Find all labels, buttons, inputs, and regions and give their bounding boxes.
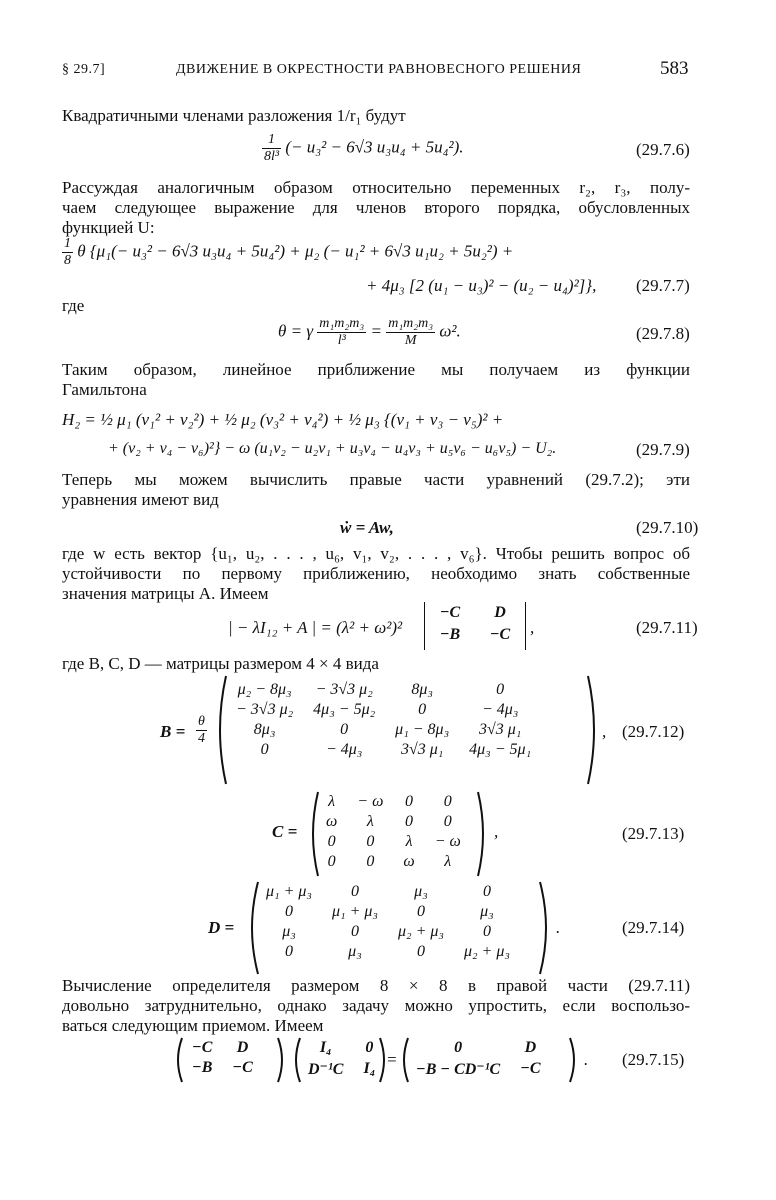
equation-label: (29.7.6) <box>636 140 690 159</box>
paragraph-line: устойчивости по первому приближению, необходимо знать собственные <box>62 564 690 583</box>
fraction-numerator: m₁m₂m₃ <box>388 316 434 331</box>
equation-29-7-7-line2: + 4μ₃ [2 (u₁ − u₃)² − (u₂ − u₄)²]}, <box>366 276 597 295</box>
paragraph-line: где w есть вектор {u₁, u₂, . . . , u₆, v₁, v₂, . . . , v₆}. Чтобы решить вопрос об <box>62 544 690 563</box>
matrix-c-lhs: C = <box>272 822 298 841</box>
matrix-cell: − 4μ₃ <box>325 741 363 758</box>
fraction-denominator: l³ <box>337 333 346 348</box>
equation-label: (29.7.7) <box>636 276 690 295</box>
matrix-cell: 8μ₃ <box>411 681 433 698</box>
paragraph-line: ваться следующим приемом. Имеем <box>62 1016 324 1035</box>
section-ref: § 29.7] <box>62 62 106 77</box>
fraction-numerator: 1 <box>64 236 71 251</box>
equation-label: (29.7.9) <box>636 440 690 459</box>
right-paren <box>474 790 490 878</box>
matrix-cell: 3√3 μ₁ <box>400 741 444 758</box>
eq-mid: = <box>370 321 382 341</box>
matrix-cell: λ <box>366 813 374 830</box>
paragraph-line: Теперь мы можем вычислить правые части уравнений (29.7.2); эти <box>62 470 690 489</box>
equation-29-7-6 <box>262 132 464 165</box>
equation-label: (29.7.11) <box>636 618 698 637</box>
equation-29-7-9-line2: + (v₂ + v₄ − v₆)²} − ω (u₁v₂ − u₂v₁ + u₃v₄ − u₄v₃ + u₅v₆ − u₆v₅) − U₂. <box>108 440 557 457</box>
equation-29-7-7-line1 <box>62 236 513 269</box>
matrix-b-factor <box>196 714 207 747</box>
det-cell: −C <box>489 626 511 643</box>
equation-label: (29.7.12) <box>622 722 685 741</box>
equation-tail: , <box>494 822 499 841</box>
matrix-cell: −B − CD⁻¹C <box>416 1061 501 1078</box>
det-cell: −B <box>439 626 461 643</box>
matrix-cell: − 4μ₃ <box>481 701 519 718</box>
matrix-cell: 0 <box>454 1039 463 1056</box>
fraction-numerator: θ <box>196 714 207 731</box>
matrix-cell: 0 <box>366 833 375 850</box>
equation-tail: . <box>584 1050 589 1069</box>
matrix-cell: 0 <box>416 943 425 960</box>
equation-tail: . <box>556 918 561 937</box>
matrix-cell: μ₁ + μ₃ <box>331 903 378 920</box>
determinant <box>424 602 526 650</box>
matrix-cell: D⁻¹C <box>308 1061 344 1078</box>
matrix-cell: 0 <box>350 883 359 900</box>
equals-sign: = <box>386 1050 398 1069</box>
matrix-cell: 0 <box>327 853 336 870</box>
matrix-cell: μ₃ <box>480 903 494 920</box>
matrix-b <box>226 680 541 760</box>
matrix-m1 <box>182 1038 263 1078</box>
matrix-cell: 0 <box>350 923 359 940</box>
matrix-cell: 0 <box>284 903 293 920</box>
matrix-cell: μ₃ <box>348 943 362 960</box>
right-paren <box>568 1036 580 1084</box>
running-title: ДВИЖЕНИЕ В ОКРЕСТНОСТИ РАВНОВЕСНОГО РЕШЕНИЯ <box>176 62 582 77</box>
matrix-cell: 0 <box>405 793 414 810</box>
equation-29-7-10: ẇ = Aw, <box>340 518 394 537</box>
paragraph-line: значения матрицы A. Имеем <box>62 584 269 603</box>
matrix-cell: 0 <box>496 681 505 698</box>
fraction-denominator: M <box>404 333 417 348</box>
equation-29-7-9-line1: H₂ = ½ μ₁ (v₁² + v₂²) + ½ μ₂ (v₃² + v₄²) + ½ μ₃ {(v₁ + v₃ − v₅)² + <box>62 410 504 429</box>
right-paren <box>536 880 554 976</box>
matrix-cell: 0 <box>482 923 491 940</box>
paragraph-line: Таким образом, линейное приближение мы получаем из функции <box>62 360 690 379</box>
paragraph-line: уравнения имеют вид <box>62 490 219 509</box>
eq-lhs: θ = γ <box>278 321 314 341</box>
matrix-cell: 0 <box>418 701 427 718</box>
paragraph-line: Рассуждая аналогичным образом относительно переменных r₂, r₃, полу- <box>62 178 690 197</box>
equation-tail: , <box>602 722 607 741</box>
matrix-cell: I₄ <box>363 1060 376 1077</box>
matrix-cell: μ₃ <box>282 923 296 940</box>
eq-rhs: ω². <box>439 321 461 341</box>
right-paren <box>276 1036 288 1084</box>
matrix-cell: 0 <box>260 741 269 758</box>
paragraph-line: довольно затруднительно, однако задачу можно упростить, если воспользо- <box>62 996 690 1015</box>
equation-29-7-11: | − λI₁₂ + A | = (λ² + ω²)² <box>228 618 403 637</box>
matrix-cell: I₄ <box>319 1039 332 1056</box>
fraction-denominator: 8 <box>64 253 71 268</box>
matrix-cell: ω <box>326 813 338 830</box>
matrix-m3 <box>406 1038 551 1080</box>
matrix-cell: μ₂ + μ₃ <box>463 943 510 960</box>
matrix-d <box>256 882 520 962</box>
matrix-cell: 3√3 μ₁ <box>478 721 522 738</box>
fraction-numerator: 1 <box>262 132 281 149</box>
page-number: 583 <box>660 58 689 79</box>
equation-label: (29.7.15) <box>622 1050 685 1069</box>
matrix-cell: μ₁ − 8μ₃ <box>395 721 450 738</box>
fraction-denominator: 4 <box>198 731 205 746</box>
matrix-cell: 0 <box>340 721 349 738</box>
det-cell: −C <box>439 604 461 621</box>
equation-label: (29.7.8) <box>636 324 690 343</box>
matrix-cell: 8μ₃ <box>253 721 276 738</box>
matrix-cell: − ω <box>357 793 384 810</box>
paragraph-intro: Квадратичными членами разложения 1/r₁ будут <box>62 106 406 125</box>
matrix-cell: − 3√3 μ₂ <box>315 681 373 698</box>
matrix-cell: 0 <box>284 943 293 960</box>
matrix-cell: λ <box>405 833 413 850</box>
matrix-m2 <box>298 1038 385 1080</box>
equation-label: (29.7.13) <box>622 824 685 843</box>
matrix-cell: μ₂ − 8μ₃ <box>237 681 292 698</box>
matrix-cell: −C <box>520 1060 541 1077</box>
matrix-cell: − ω <box>434 833 461 850</box>
matrix-cell: 0 <box>366 853 375 870</box>
paragraph-line: Гамильтона <box>62 380 147 399</box>
matrix-cell: 0 <box>482 883 491 900</box>
matrix-cell: μ₃ <box>414 883 428 900</box>
matrix-cell: λ <box>328 793 336 810</box>
det-cell: D <box>494 604 506 621</box>
matrix-cell: μ₁ + μ₃ <box>266 883 312 900</box>
matrix-cell: μ₂ + μ₃ <box>397 923 444 940</box>
matrix-cell: ω <box>403 853 415 870</box>
matrix-b-lhs: B = <box>160 722 186 741</box>
matrix-cell: 4μ₃ − 5μ₂ <box>313 701 376 718</box>
equation-label: (29.7.10) <box>636 518 699 537</box>
fraction-numerator: m₁m₂m₃ <box>319 316 365 331</box>
equation-body: θ {μ₁(− u₃² − 6√3 u₃u₄ + 5u₄²) + μ₂ (− u₁² + 6√3 u₁u₂ + 5u₂²) + <box>77 241 514 261</box>
matrix-cell: 4μ₃ − 5μ₁ <box>469 741 532 758</box>
matrix-cell: 0 <box>443 793 452 810</box>
paragraph-line: чаем следующее выражение для членов второго порядка, обусловленных <box>62 198 690 217</box>
paragraph-line: Вычисление определителя размером 8 × 8 в правой части (29.7.11) <box>62 976 690 995</box>
right-paren <box>584 674 602 786</box>
matrix-cell: 0 <box>405 813 414 830</box>
matrix-cell: 0 <box>443 813 452 830</box>
matrix-cell: −B <box>192 1059 213 1076</box>
matrix-c <box>316 792 471 872</box>
matrix-cell: −C <box>232 1059 253 1076</box>
matrix-cell: 0 <box>327 833 336 850</box>
matrix-cell: D <box>524 1039 537 1056</box>
matrix-cell: 0 <box>416 903 425 920</box>
matrix-d-lhs: D = <box>208 918 235 937</box>
matrix-cell: λ <box>444 853 452 870</box>
equation-body: (− u₃² − 6√3 u₃u₄ + 5u₄²). <box>285 137 464 157</box>
matrix-cell: − 3√3 μ₂ <box>236 701 294 718</box>
equation-label: (29.7.14) <box>622 918 685 937</box>
word-gde: где <box>62 296 85 315</box>
matrix-cell: D <box>236 1039 249 1056</box>
equation-29-7-8 <box>278 316 461 349</box>
paragraph-line: где B, C, D — матрицы размером 4 × 4 вида <box>62 654 379 673</box>
equation-tail: , <box>530 618 535 637</box>
matrix-cell: −C <box>192 1039 213 1056</box>
paragraph-line: функцией U: <box>62 218 155 237</box>
matrix-cell: 0 <box>365 1039 374 1056</box>
fraction-denominator: 8l³ <box>264 149 280 164</box>
